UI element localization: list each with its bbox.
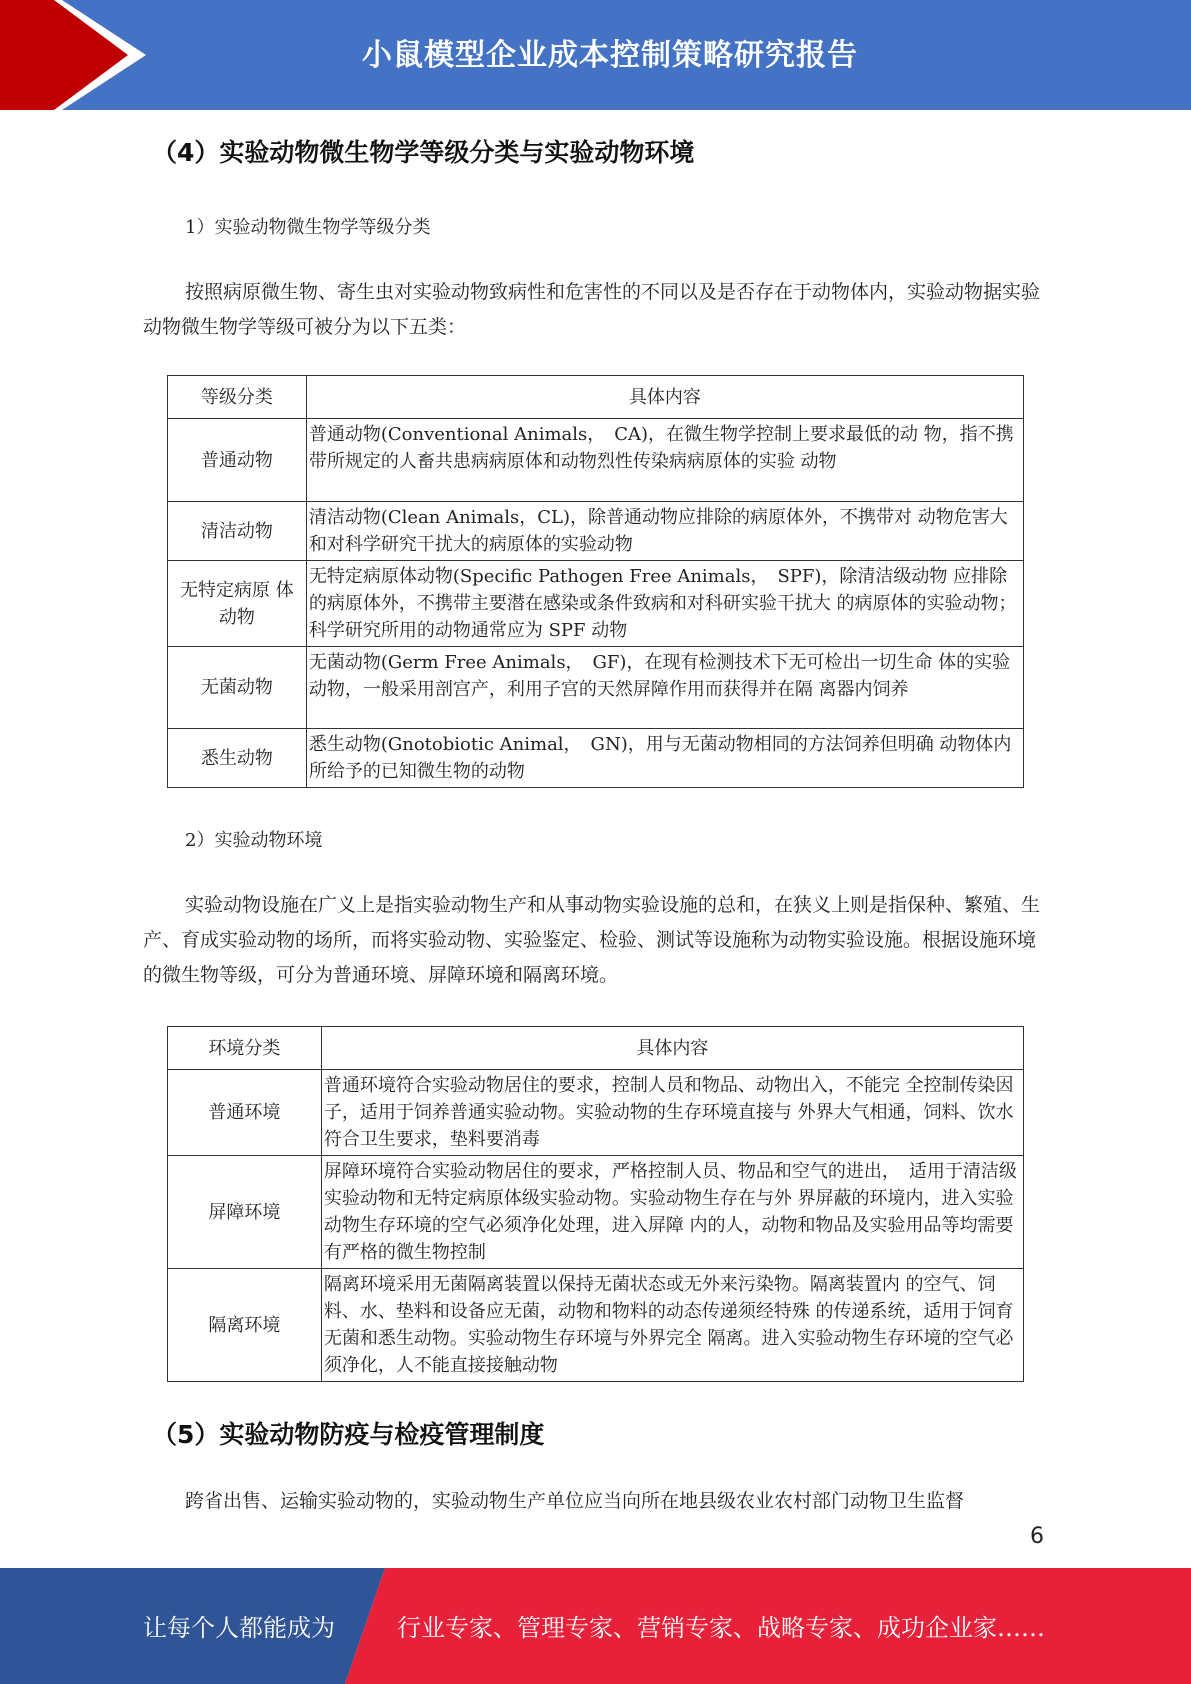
row-category: 屏障环境 [168, 1156, 322, 1269]
environment-table [167, 1026, 1024, 1382]
row-content: 无特定病原体动物(Specific Pathogen Free Animals， SPF)，除清洁级动物 应排除的病原体外，不携带主要潜在感染或条件致病和对科研实验干扰大 的病原体的实验动物；科学研究所用的动物通常应为 SPF 动物 [306, 561, 1023, 647]
header-content: 具体内容 [321, 1027, 1023, 1070]
subheading-classification: 1）实验动物微生物学等级分类 [185, 217, 431, 238]
row-category: 无特定病原 体动物 [168, 561, 307, 647]
classification-intro: 按照病原微生物、寄生虫对实验动物致病性和危害性的不同以及是否存在于动物体内，实验动物据实验动物微生物学等级可被分为以下五类： [143, 281, 1041, 338]
row-content: 隔离环境采用无菌隔离装置以保持无菌状态或无外来污染物。隔离装置内 的空气、饲料、水、垫料和设备应无菌，动物和物料的动态传递须经特殊 的传递系统，适用于饲育无菌和悉生动物。实验动物生存环境与外界完全 隔离。进入实验动物生存环境的空气必须净化，人不能直接接触动物 [321, 1269, 1023, 1382]
row-content: 屏障环境符合实验动物居住的要求，严格控制人员、物品和空气的进出， 适用于清洁级实验动物和无特定病原体级实验动物。实验动物生存在与外 界屏蔽的环境内，进入实验动物生存环境的空气必须净化处理，进入屏障 内的人，动物和物品及实验用品等均需要有严格的微生物控制 [321, 1156, 1023, 1269]
row-content: 无菌动物(Germ Free Animals， GF)，在现有检测技术下无可检出一切生命 体的实验动物，一般采用剖宫产，利用子宫的天然屏障作用而获得并在隔 离器内饲养 [306, 647, 1023, 729]
row-content: 悉生动物(Gnotobiotic Animal， GN)，用与无菌动物相同的方法饲养但明确 动物体内所给予的已知微生物的动物 [306, 729, 1023, 788]
table-row [168, 1269, 1024, 1382]
row-content: 清洁动物(Clean Animals，CL)，除普通动物应排除的病原体外，不携带对 动物危害大和对科学研究干扰大的病原体的实验动物 [306, 502, 1023, 561]
header-category: 等级分类 [168, 376, 307, 419]
row-category: 隔离环境 [168, 1269, 322, 1382]
table-row [168, 419, 1024, 502]
environment-intro: 实验动物设施在广义上是指实验动物生产和从事动物实验设施的总和，在狭义上则是指保种、繁殖、生产、育成实验动物的场所，而将实验动物、实验鉴定、检验、测试等设施称为动物实验设施。根据设施环境的微生物等级，可分为普通环境、屏障环境和隔离环境。 [143, 894, 1041, 986]
page-footer [0, 1568, 1191, 1684]
row-category: 普通环境 [168, 1070, 322, 1156]
table-row [168, 502, 1024, 561]
row-category: 悉生动物 [168, 729, 307, 788]
row-content: 普通动物(Conventional Animals， CA)，在微生物学控制上要求最低的动 物，指不携带所规定的人畜共患病病原体和动物烈性传染病病原体的实验 动物 [306, 419, 1023, 502]
classification-table [167, 375, 1024, 788]
report-title: 小鼠模型企业成本控制策略研究报告 [362, 38, 858, 73]
section-heading-4: （4）实验动物微生物学等级分类与实验动物环境 [152, 138, 695, 167]
section-heading-5: （5）实验动物防疫与检疫管理制度 [152, 1420, 545, 1449]
row-content: 普通环境符合实验动物居住的要求，控制人员和物品、动物出入，不能完 全控制传染因子，适用于饲养普通实验动物。实验动物的生存环境直接与 外界大气相通，饲料、饮水符合卫生要求，垫料要消毒 [321, 1070, 1023, 1156]
page-header [0, 0, 1191, 110]
page-number: 6 [1030, 1524, 1044, 1549]
table-row [168, 561, 1024, 647]
table-row [168, 1070, 1024, 1156]
row-category: 普通动物 [168, 419, 307, 502]
red-arrow-decoration [0, 0, 150, 110]
row-category: 无菌动物 [168, 647, 307, 729]
table-row [168, 1156, 1024, 1269]
table-header-row [168, 376, 1024, 419]
subheading-environment: 2）实验动物环境 [185, 830, 323, 851]
table-header-row [168, 1027, 1024, 1070]
footer-slogan-right: 行业专家、管理专家、营销专家、战略专家、成功企业家…… [397, 1614, 1045, 1642]
row-category: 清洁动物 [168, 502, 307, 561]
table-row [168, 647, 1024, 729]
table-row [168, 729, 1024, 788]
header-category: 环境分类 [168, 1027, 322, 1070]
header-content: 具体内容 [306, 376, 1023, 419]
quarantine-paragraph: 跨省出售、运输实验动物的，实验动物生产单位应当向所在地县级农业农村部门动物卫生监督 [185, 1490, 965, 1512]
footer-slogan-left: 让每个人都能成为 [143, 1614, 335, 1642]
